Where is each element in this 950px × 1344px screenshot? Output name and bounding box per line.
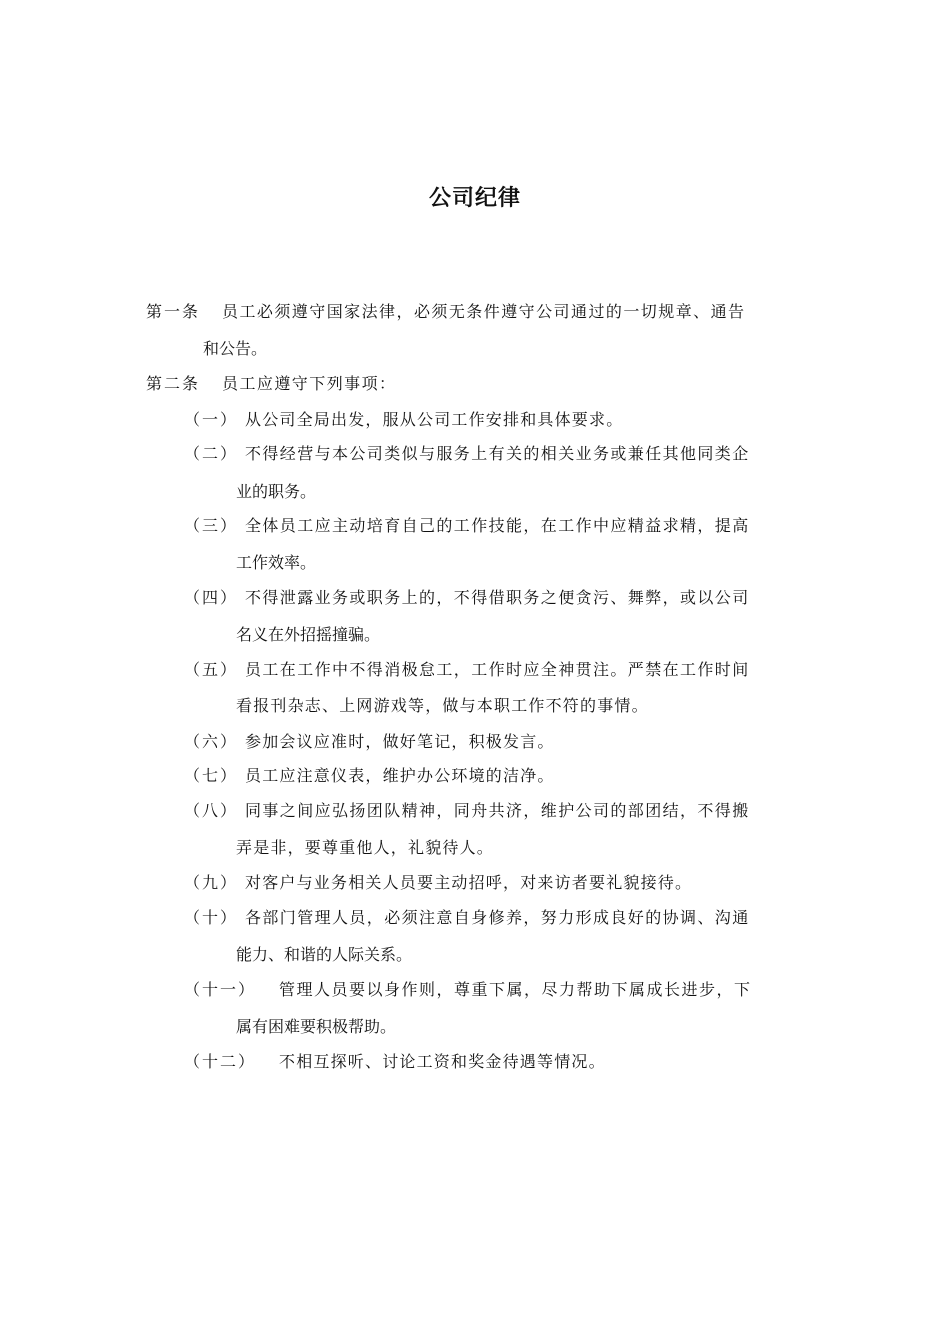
item-text-line: 参加会议应准时，做好笔记，积极发言。 — [245, 732, 555, 751]
item-label: （十一） — [184, 980, 257, 999]
article-text-line: 和公告。 — [203, 339, 268, 358]
item-label: （三） — [184, 516, 239, 535]
item-text-line: 不相互探听、讨论工资和奖金待遇等情况。 — [279, 1052, 606, 1071]
article-text-line: 员工必须遵守国家法律，必须无条件遵守公司通过的一切规章、通告 — [222, 302, 746, 321]
article-label: 第二条 — [146, 374, 201, 393]
item-label: （八） — [184, 801, 239, 820]
item-label: （十二） — [184, 1052, 257, 1071]
item-text-line: 不得经营与本公司类似与服务上有关的相关业务或兼任其他同类企 — [245, 444, 750, 463]
item-label: （九） — [184, 873, 239, 892]
item-text-line: 员工在工作中不得消极怠工，工作时应全神贯注。严禁在工作时间 — [245, 660, 750, 679]
item-text-line: 属有困难要积极帮助。 — [236, 1017, 397, 1036]
article-text-line: 员工应遵守下列事项： — [222, 374, 397, 393]
item-text-line: 不得泄露业务或职务上的，不得借职务之便贪污、舞弊，或以公司 — [245, 588, 750, 607]
item-text-line: 同事之间应弘扬团队精神，同舟共济，维护公司的部团结，不得搬 — [245, 801, 750, 820]
item-text-line: 工作效率。 — [236, 553, 317, 572]
item-text-line: 名义在外招摇撞骗。 — [236, 625, 381, 644]
article-label: 第一条 — [146, 302, 201, 321]
item-label: （十） — [184, 908, 239, 927]
item-text-line: 业的职务。 — [236, 482, 317, 501]
item-label: （七） — [184, 766, 239, 785]
item-text-line: 对客户与业务相关人员要主动招呼，对来访者要礼貌接待。 — [245, 873, 693, 892]
item-text-line: 能力、和谐的人际关系。 — [236, 945, 413, 964]
item-text-line: 全体员工应主动培育自己的工作技能，在工作中应精益求精，提高 — [245, 516, 750, 535]
item-text-line: 各部门管理人员，必须注意自身修养，努力形成良好的协调、沟通 — [245, 908, 750, 927]
item-text-line: 看报刊杂志、上网游戏等，做与本职工作不符的事情。 — [236, 696, 649, 715]
item-text-line: 从公司全局出发，服从公司工作安排和具体要求。 — [245, 410, 624, 429]
item-label: （五） — [184, 660, 239, 679]
item-text-line: 弄是非，要尊重他人，礼貌待人。 — [236, 838, 495, 857]
item-label: （六） — [184, 732, 239, 751]
item-label: （四） — [184, 588, 239, 607]
item-label: （一） — [184, 410, 239, 429]
item-text-line: 员工应注意仪表，维护办公环境的洁净。 — [245, 766, 555, 785]
document-title: 公司纪律 — [428, 186, 521, 211]
item-label: （二） — [184, 444, 239, 463]
item-text-line: 管理人员要以身作则，尊重下属，尽力帮助下属成长进步，下 — [279, 980, 752, 999]
